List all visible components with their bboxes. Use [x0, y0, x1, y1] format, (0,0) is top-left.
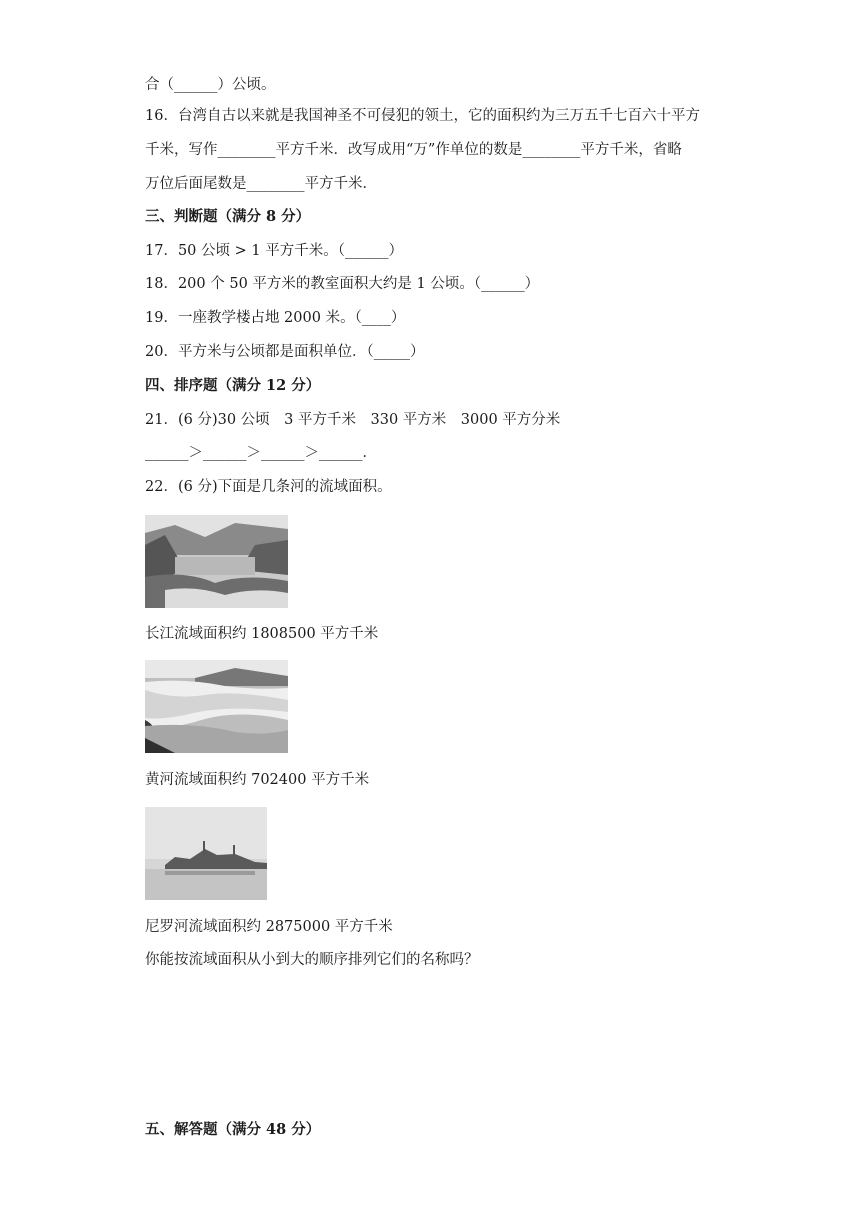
yellow-river-photo — [145, 660, 288, 753]
question-21: 21．(6 分)30 公顷 3 平方千米 330 平方米 3000 平方分米 — [145, 412, 561, 428]
caption-nile: 尼罗河流域面积约 2875000 平方千米 — [145, 919, 393, 935]
question-21-blanks: ______＞______＞______＞______． — [145, 445, 377, 461]
caption-yangtze: 长江流域面积约 1808500 平方千米 — [145, 626, 379, 642]
caption-yellow-river: 黄河流域面积约 702400 平方千米 — [145, 772, 370, 788]
nile-river-photo — [145, 807, 267, 900]
section-4-heading: 四、排序题（满分 12 分） — [145, 377, 321, 394]
yangtze-river-photo — [145, 515, 288, 608]
q16-line-1: 16．台湾自古以来就是我国神圣不可侵犯的领土，它的面积约为三万五千七百六十平方 — [145, 108, 700, 124]
section-5-heading: 五、解答题（满分 48 分） — [145, 1121, 321, 1138]
question-20: 20．平方米与公顷都是面积单位．（_____） — [145, 344, 425, 360]
q16-line-2: 千米，写作________平方千米．改写成用“万”作单位的数是________平方千米，省略 — [145, 142, 682, 158]
question-18: 18．200 个 50 平方米的教室面积大约是 1 公顷。（______） — [145, 276, 540, 292]
question-19: 19．一座教学楼占地 2000 米。（____） — [145, 310, 406, 326]
question-17: 17．50 公顷 > 1 平方千米。（______） — [145, 243, 403, 259]
question-22: 22．(6 分)下面是几条河的流域面积。 — [145, 479, 392, 495]
section-3-heading: 三、判断题（满分 8 分） — [145, 208, 311, 225]
q16-line-3: 万位后面尾数是________平方千米． — [145, 176, 377, 192]
sorting-prompt: 你能按流域面积从小到大的顺序排列它们的名称吗？ — [145, 952, 479, 968]
q15-continuation: 合（______）公顷。 — [145, 77, 276, 93]
